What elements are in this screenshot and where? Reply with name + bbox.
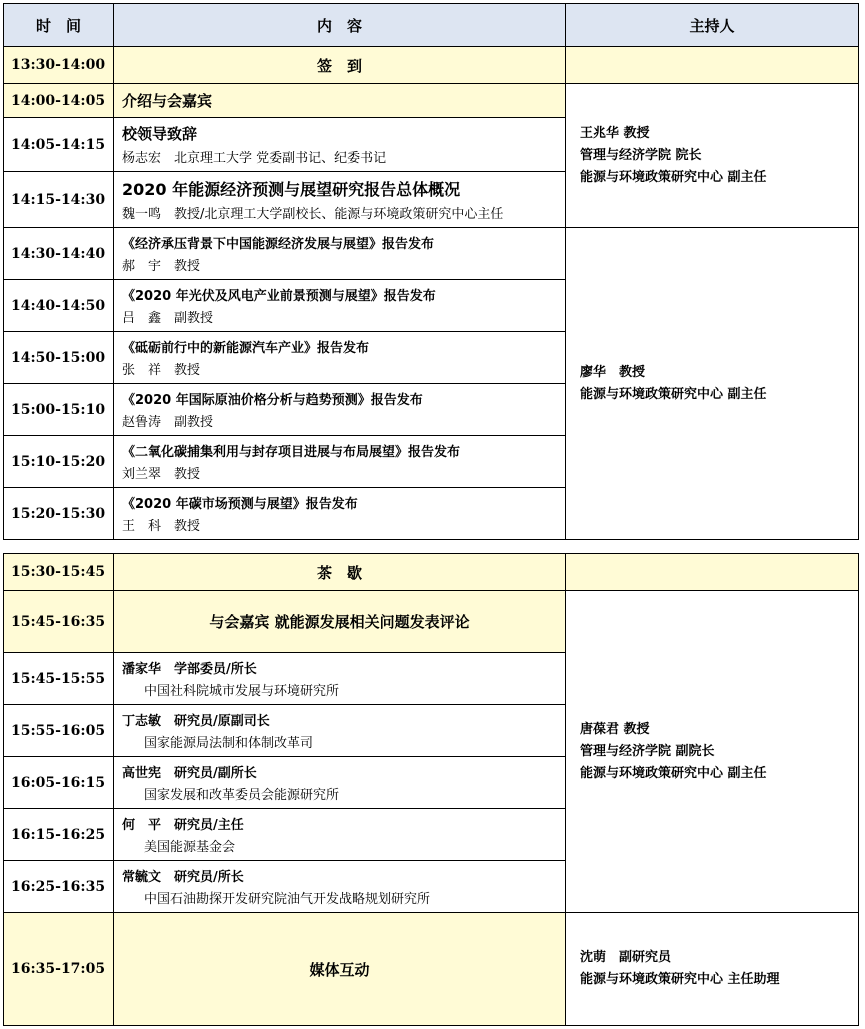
time-cell: 14:30-14:40 [4, 228, 114, 280]
content-cell [114, 861, 566, 913]
host-name: 沈萌 副研究员 [580, 950, 672, 965]
commentator-name: 潘家华 学部委员/所长 [122, 662, 257, 677]
host-cell [566, 84, 859, 228]
table-row [4, 554, 859, 591]
commentator-org: 美国能源基金会 [144, 840, 236, 855]
commentator-name: 高世宪 研究员/副所长 [122, 766, 257, 781]
session-title: 《2020 年碳市场预测与展望》报告发布 [122, 497, 358, 512]
commentator-org: 国家发展和改革委员会能源研究所 [144, 788, 340, 803]
speaker: 杨志宏 北京理工大学 党委副书记、纪委书记 [122, 151, 387, 166]
host-title: 管理与经济学院 副院长 [580, 743, 715, 759]
agenda-table-1 [3, 3, 859, 540]
speaker: 郝 宇 教授 [122, 259, 201, 274]
session-title: 《砥砺前行中的新能源汽车产业》报告发布 [122, 341, 370, 356]
table-header-row [4, 4, 859, 47]
speaker: 刘兰翠 教授 [122, 467, 201, 482]
commentator-org: 中国石油勘探开发研究院油气开发战略规划研究所 [144, 892, 431, 907]
host-name: 廖华 教授 [580, 364, 646, 380]
time-cell: 15:00-15:10 [4, 384, 114, 436]
table-row [4, 913, 859, 1026]
content-cell [114, 84, 566, 118]
time-cell: 16:05-16:15 [4, 757, 114, 809]
time-cell: 16:15-16:25 [4, 809, 114, 861]
host-name: 唐葆君 教授 [580, 721, 650, 737]
content-cell [114, 705, 566, 757]
time-cell: 14:50-15:00 [4, 332, 114, 384]
host-name: 王兆华 教授 [580, 125, 650, 141]
host-title: 能源与环境政策研究中心 副主任 [580, 169, 767, 185]
speaker: 王 科 教授 [122, 519, 201, 534]
time-cell: 16:25-16:35 [4, 861, 114, 913]
time-cell: 15:10-15:20 [4, 436, 114, 488]
session-title: 与会嘉宾 就能源发展相关问题发表评论 [114, 591, 566, 653]
agenda-table-2 [3, 553, 859, 1026]
session-title: 2020 年能源经济预测与展望研究报告总体概况 [122, 180, 461, 199]
host-title: 管理与经济学院 院长 [580, 147, 702, 163]
table-row [4, 84, 859, 118]
host-cell [566, 591, 859, 913]
commentator-name: 何 平 研究员/主任 [122, 818, 244, 833]
header-time: 时 间 [4, 4, 114, 47]
host-title: 能源与环境政策研究中心 主任助理 [580, 972, 780, 987]
time-cell: 14:00-14:05 [4, 84, 114, 118]
host-cell [566, 913, 859, 1026]
time-cell: 15:30-15:45 [4, 554, 114, 591]
speaker: 张 祥 教授 [122, 363, 201, 378]
session-title: 校领导致辞 [122, 125, 198, 143]
content-cell [114, 809, 566, 861]
session-title: 《2020 年国际原油价格分析与趋势预测》报告发布 [122, 393, 423, 408]
content-cell [114, 653, 566, 705]
time-cell: 15:20-15:30 [4, 488, 114, 540]
content-cell [114, 757, 566, 809]
speaker: 魏一鸣 教授/北京理工大学副校长、能源与环境政策研究中心主任 [122, 207, 504, 222]
table-row [4, 228, 859, 280]
time-cell: 15:45-16:35 [4, 591, 114, 653]
content-cell [114, 228, 566, 280]
session-title: 《经济承压背景下中国能源经济发展与展望》报告发布 [122, 237, 435, 252]
time-cell: 15:45-15:55 [4, 653, 114, 705]
session-title: 媒体互动 [114, 913, 566, 1026]
time-cell: 14:05-14:15 [4, 118, 114, 172]
content-cell [114, 280, 566, 332]
table-row [4, 47, 859, 84]
speaker: 赵鲁涛 副教授 [122, 415, 214, 430]
session-title: 《2020 年光伏及风电产业前景预测与展望》报告发布 [122, 289, 436, 304]
content-cell [114, 332, 566, 384]
commentator-name: 常毓文 研究员/所长 [122, 870, 244, 885]
time-cell: 15:55-16:05 [4, 705, 114, 757]
host-title: 能源与环境政策研究中心 副主任 [580, 386, 767, 402]
content-cell [114, 172, 566, 228]
time-cell: 16:35-17:05 [4, 913, 114, 1026]
session-title: 茶 歇 [114, 554, 566, 591]
time-cell: 14:15-14:30 [4, 172, 114, 228]
content-cell [114, 436, 566, 488]
content-cell [114, 118, 566, 172]
speaker: 吕 鑫 副教授 [122, 311, 214, 326]
host-cell-empty [566, 47, 859, 84]
session-title: 签 到 [114, 47, 566, 84]
commentator-name: 丁志敏 研究员/原副司长 [122, 714, 270, 729]
content-cell [114, 488, 566, 540]
commentator-org: 国家能源局法制和体制改革司 [144, 736, 314, 751]
session-title: 介绍与会嘉宾 [122, 92, 213, 110]
header-content: 内 容 [114, 4, 566, 47]
header-host: 主持人 [566, 4, 859, 47]
time-cell: 13:30-14:00 [4, 47, 114, 84]
session-title: 《二氧化碳捕集利用与封存项目进展与布局展望》报告发布 [122, 445, 461, 460]
commentator-org: 中国社科院城市发展与环境研究所 [144, 684, 340, 699]
time-cell: 14:40-14:50 [4, 280, 114, 332]
host-cell [566, 228, 859, 540]
host-title: 能源与环境政策研究中心 副主任 [580, 765, 767, 781]
content-cell [114, 384, 566, 436]
host-cell-empty [566, 554, 859, 591]
table-row [4, 591, 859, 653]
